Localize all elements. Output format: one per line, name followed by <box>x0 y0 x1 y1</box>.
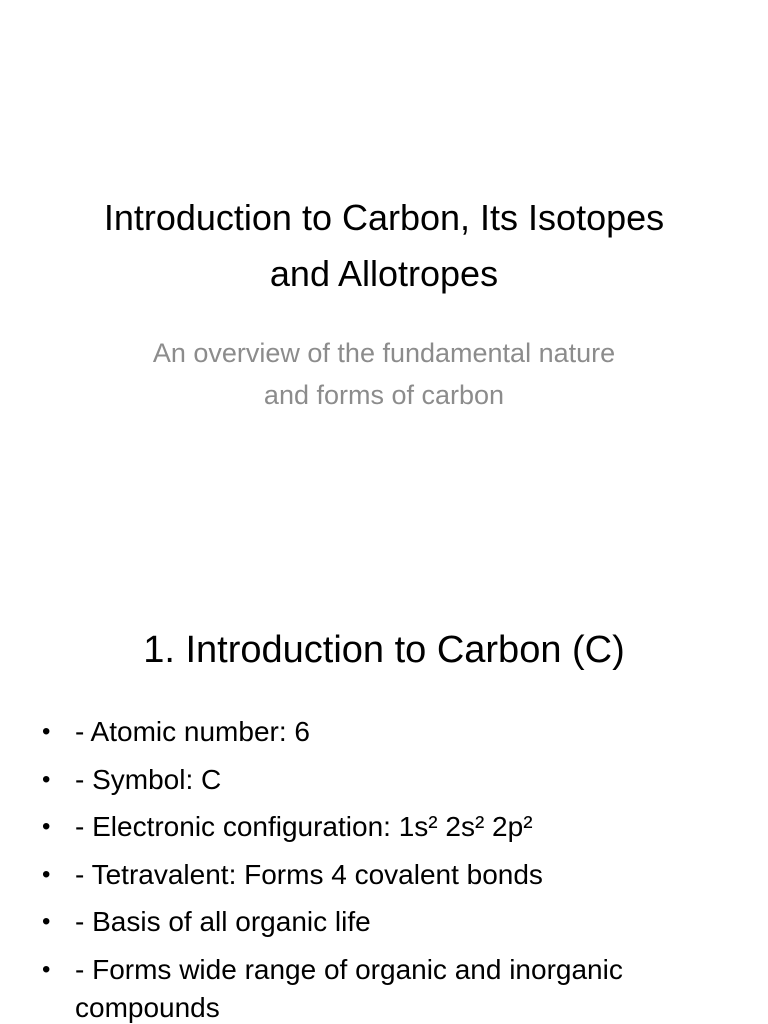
bullet-dot-icon: • <box>42 813 51 840</box>
bullet-item <box>40 951 730 1024</box>
bullet-dot-icon: • <box>42 765 51 793</box>
bullet-item <box>40 713 730 751</box>
bullet-dot-icon: • <box>42 955 51 983</box>
bullet-text: - Tetravalent: Forms 4 covalent bonds <box>75 858 543 890</box>
content-slide <box>0 576 768 1024</box>
bullet-dot-icon: • <box>42 718 51 745</box>
bullet-text: - Electronic configuration: 1s² 2s² 2p² <box>75 811 533 842</box>
content-slide-heading: 1. Introduction to Carbon (C) <box>143 629 625 671</box>
bullet-text: - Basis of all organic life <box>75 906 371 937</box>
bullet-item <box>40 761 730 799</box>
bullet-item <box>40 808 730 846</box>
bullet-text: - Symbol: C <box>75 763 222 795</box>
bullet-list <box>40 713 730 1024</box>
bullet-text: - Atomic number: 6 <box>75 716 310 747</box>
bullet-dot-icon: • <box>42 908 51 935</box>
bullet-text: - Forms wide range of organic and inorganic compounds <box>75 953 623 1023</box>
title-slide-subtitle: An overview of the fundamental nature and forms of carbon <box>152 338 616 410</box>
bullet-dot-icon: • <box>42 860 51 888</box>
title-slide-heading: Introduction to Carbon, Its Isotopes and Allotropes <box>103 197 665 294</box>
bullet-item <box>40 903 730 941</box>
bullet-item <box>40 856 730 894</box>
